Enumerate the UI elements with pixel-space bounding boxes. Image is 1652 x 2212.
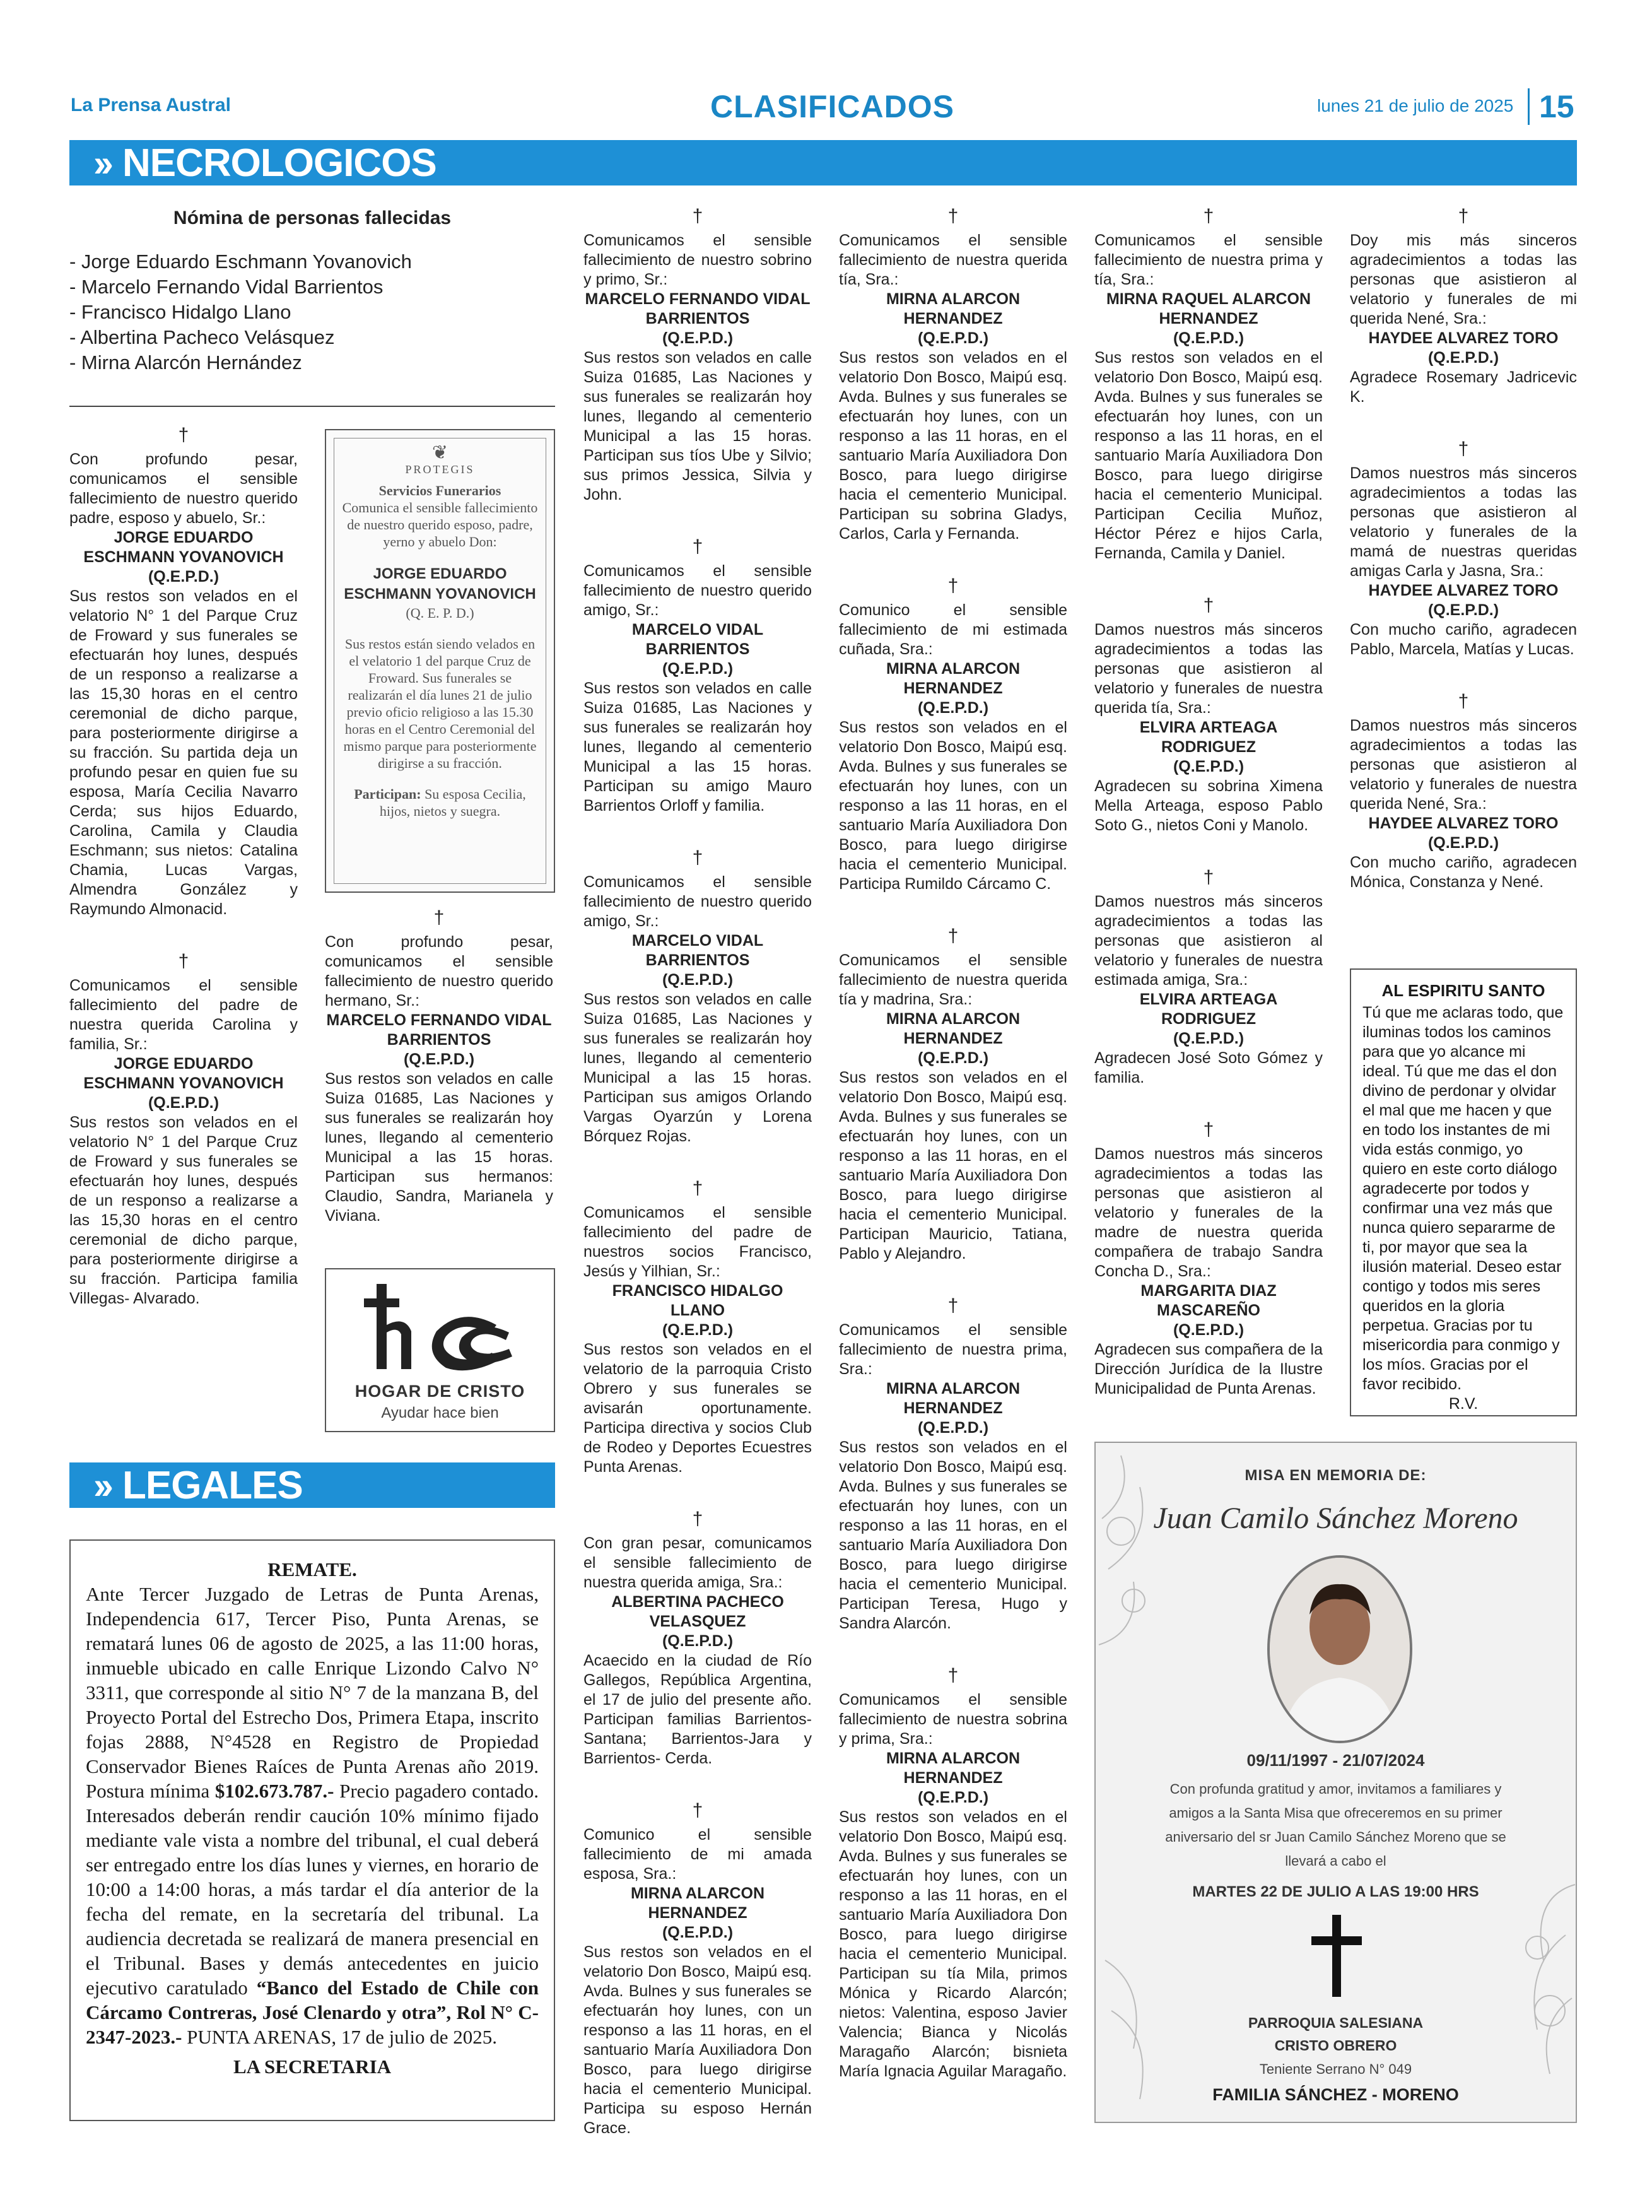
notice-body: Sus restos son velados en el velatorio Don Bosco, Maipú esq. Avda. Bulnes y sus funerales se efectuarán hoy lunes, con un responso a las 11 horas, en el santuario María Auxiliadora Don Bosco, para luego dirigirse hacia el cementerio Municipal. Participan su tía Mila, primos Mónica y Ricardo Alarcón; nietos: Valentina, esposo Javier Valencia; Bianca y Nicolás Maragaño Alarcón; bisnieta María Ignacia Aguilar Maragaño. bbox=[839, 1808, 1067, 2080]
notice-body: Acaecido en la ciudad de Río Gallegos, República Argentina, el 17 de julio del presente año. Participan familias Barrientos- Santana; Barrientos-Jara y Barrientos- Cerda. bbox=[583, 1652, 812, 1767]
notice-intro: Comunicamos el sensible fallecimiento del padre de nuestros socios Francisco, Jesús y Yilhian, Sr.: bbox=[583, 1204, 812, 1280]
notice-intro: Comunico el sensible fallecimiento de mi estimada cuñada, Sra.: bbox=[839, 601, 1067, 658]
notice-intro: Damos nuestros más sinceros agradecimientos a todas las personas que asistieron al velatorio y funerales de nuestra querida Nené, Sra.: bbox=[1350, 717, 1577, 813]
cross-icon: † bbox=[692, 847, 703, 868]
cross-icon: † bbox=[947, 926, 959, 946]
notice-intro: Con profundo pesar, comunicamos el sensible fallecimiento de nuestro querido hermano, Sr.: bbox=[325, 933, 553, 1009]
notice-intro: Damos nuestros más sinceros agradecimientos a todas las personas que asistieron al velatorio y funerales de nuestra estimada amiga, Sra.: bbox=[1094, 893, 1323, 989]
notice-body: Agradece Rosemary Jadricevic K. bbox=[1350, 368, 1577, 406]
notice-intro: Damos nuestros más sinceros agradecimientos a todas las personas que asistieron al velatorio y funerales de la madre de nuestra querida compañera de trabajo Sandra Concha D., Sra.: bbox=[1094, 1145, 1323, 1280]
espiritu-santo-prayer bbox=[1350, 968, 1577, 1416]
deceased-name: MIRNA ALARCON HERNANDEZ bbox=[886, 660, 1020, 697]
qepd: (Q.E.P.D.) bbox=[917, 1049, 989, 1067]
misa-memoria-ad bbox=[1094, 1442, 1577, 2123]
nomina-item: - Francisco Hidalgo Llano bbox=[69, 301, 291, 323]
deceased-name: MIRNA ALARCON HERNANDEZ bbox=[886, 290, 1020, 327]
obituary-notice bbox=[583, 1179, 812, 1477]
notice-intro: Comunicamos el sensible fallecimiento de nuestra querida tía y madrina, Sra.: bbox=[839, 951, 1067, 1008]
notice-intro: Comunicamos el sensible fallecimiento de nuestra querida tía, Sra.: bbox=[839, 232, 1067, 288]
qepd: (Q.E.P.D.) bbox=[662, 1632, 734, 1650]
qepd: (Q.E.P.D.) bbox=[1173, 1321, 1245, 1339]
qepd: (Q.E.P.D.) bbox=[1173, 329, 1245, 347]
prayer-body: Tú que me aclaras todo, que iluminas todos los caminos para que yo alcance mi ideal. Tú que me das el don divino de perdonar y olvidar el mal que me hacen y que en todo los instantes de mi vida estás conmigo, yo quiero en este corto diálogo agradecerte por todos y confirmar una vez más que nunca quiero separarme de ti, por mayor que sea la ilusión material. Deseo estar contigo y todos mis seres queridos en la gloria perpetua. Gracias por tu misericordia para conmigo y los míos. Gracias por el favor recibido. bbox=[1362, 1004, 1564, 1393]
deceased-name: ELVIRA ARTEAGA RODRIGUEZ bbox=[1139, 991, 1278, 1028]
column-1 bbox=[69, 208, 555, 407]
cross-icon: † bbox=[947, 206, 959, 226]
cross-icon: † bbox=[178, 425, 189, 445]
deceased-name: MIRNA RAQUEL ALARCON HERNANDEZ bbox=[1106, 290, 1311, 327]
protegis-body: Sus restos están siendo velados en el velatorio 1 del parque Cruz de Froward. Sus funerales se realizarán el día lunes 21 de julio previo oficio religioso a las 15.30 horas en el Centro Ceremonial del mismo parque para posteriormente dirigirse a su fracción. bbox=[343, 636, 537, 771]
obituary-notice bbox=[69, 426, 298, 919]
person-icon bbox=[1270, 1558, 1410, 1741]
obituary-notice bbox=[69, 952, 298, 1309]
notice-body: Sus restos son velados en el velatorio Don Bosco, Maipú esq. Avda. Bulnes y sus funerales se efectuarán hoy lunes, con un responso a las 11 horas, en el santuario María Auxiliadora Don Bosco, para luego dirigirse hacia el cementerio Municipal. Participan Teresa, Hugo y Sandra Alarcón. bbox=[839, 1438, 1067, 1632]
notice-intro: Comunico el sensible fallecimiento de mi amada esposa, Sra.: bbox=[583, 1826, 812, 1883]
prayer-sign: R.V. bbox=[1448, 1395, 1479, 1413]
hogar-de-cristo-logo-icon bbox=[361, 1281, 522, 1375]
legales-title: LEGALES bbox=[122, 1463, 303, 1507]
column-3 bbox=[583, 207, 812, 2171]
notice-body: Con mucho cariño, agradecen Pablo, Marcela, Matías y Lucas. bbox=[1350, 621, 1577, 658]
qepd: (Q.E.P.D.) bbox=[917, 1789, 989, 1806]
thanks-notice bbox=[1350, 692, 1577, 892]
cross-icon: † bbox=[692, 1509, 703, 1529]
deceased-name: HAYDEE ALVAREZ TORO bbox=[1368, 815, 1559, 832]
qepd: (Q.E.P.D.) bbox=[662, 1924, 734, 1941]
notice-body: Agradecen sus compañera de la Dirección Jurídica de la Ilustre Municipalidad de Punta Arenas. bbox=[1094, 1341, 1323, 1397]
column-6 bbox=[1350, 207, 1577, 925]
obituary-notice bbox=[1094, 868, 1323, 1088]
qepd: (Q.E.P.D.) bbox=[1173, 1030, 1245, 1047]
qepd: (Q.E.P.D.) bbox=[662, 1321, 734, 1339]
cross-icon: † bbox=[1203, 1119, 1214, 1140]
obituary-notice bbox=[325, 909, 553, 1226]
portrait-photo bbox=[1267, 1555, 1412, 1743]
obituary-notice bbox=[583, 1510, 812, 1768]
deceased-name: MIRNA ALARCON HERNANDEZ bbox=[886, 1750, 1020, 1787]
notice-body: Sus restos son velados en calle Suiza 01685, Las Naciones y sus funerales se realizarán hoy lunes, llegando al cementerio Municipal a las 15 horas. Participan sus amigos Orlando Vargas Oyarzún y Lorena Bórquez Rojas. bbox=[583, 991, 812, 1145]
protegis-line2: Comunica el sensible fallecimiento de nuestro querido esposo, padre, yerno y abuelo Don: bbox=[342, 500, 538, 550]
notice-intro: Con gran pesar, comunicamos el sensible fallecimiento de nuestra querida amiga, Sra.: bbox=[583, 1534, 812, 1591]
obituary-notice bbox=[839, 927, 1067, 1264]
cross-icon: † bbox=[1458, 691, 1469, 712]
protegis-name: JORGE EDUARDO ESCHMANN YOVANOVICH bbox=[344, 565, 536, 603]
notice-intro: Con profundo pesar, comunicamos el sensible fallecimiento de nuestro querido padre, esposo y abuelo, Sr.: bbox=[69, 450, 298, 527]
notice-body: Sus restos son velados en calle Suiza 01685, Las Naciones y sus funerales se realizarán hoy lunes, llegando al cementerio Municipal a las 15 horas. Participan sus tíos Ube y Silvio; sus primos Jessica, Silvia y John. bbox=[583, 349, 812, 503]
qepd: (Q.E.P.D.) bbox=[1427, 349, 1499, 367]
remate-body3: PUNTA ARENAS, 17 de julio de 2025. bbox=[182, 2026, 497, 2048]
protegis-participan-label: Participan: bbox=[354, 786, 421, 802]
page-number: 15 bbox=[1539, 89, 1574, 124]
deceased-name: MARGARITA DIAZ MASCAREÑO bbox=[1140, 1282, 1277, 1319]
hogar-tagline: Ayudar hace bien bbox=[381, 1404, 499, 1421]
obituary-notice bbox=[1094, 596, 1323, 835]
deceased-name: JORGE EDUARDO ESCHMANN YOVANOVICH bbox=[83, 529, 284, 566]
nomina-item: - Mirna Alarcón Hernández bbox=[69, 351, 302, 374]
misa-name: Juan Camilo Sánchez Moreno bbox=[1153, 1502, 1518, 1535]
protegis-line1: Servicios Funerarios bbox=[378, 483, 501, 498]
notice-body: Sus restos son velados en el velatorio Don Bosco, Maipú esq. Avda. Bulnes y sus funerales se efectuarán hoy lunes, con un responso a las 11 horas, en el santuario María Auxiliadora Don Bosco, para luego dirigirse hacia el cementerio Municipal. Participa Rumildo Cárcamo C. bbox=[839, 719, 1067, 893]
misa-title: MISA EN MEMORIA DE: bbox=[1245, 1467, 1427, 1484]
notice-body: Sus restos son velados en el velatorio Don Bosco, Maipú esq. Avda. Bulnes y sus funerales se efectuarán hoy lunes, con un responso a las 11 horas, en el santuario María Auxiliadora Don Bosco, para luego dirigirse hacia el cementerio Municipal. Participa su esposo Hernán Grace. bbox=[583, 1943, 812, 2137]
column-5 bbox=[1094, 207, 1323, 1432]
notice-intro: Damos nuestros más sinceros agradecimientos a todas las personas que asistieron al velatorio y funerales de la mamá de nuestras queridas amigas Carla y Jasna, Sra.: bbox=[1350, 464, 1577, 580]
deceased-name: ELVIRA ARTEAGA RODRIGUEZ bbox=[1139, 719, 1278, 756]
deceased-name: MARCELO FERNANDO VIDAL BARRIENTOS bbox=[585, 290, 811, 327]
column-1-notices bbox=[69, 426, 298, 1341]
deceased-name: JORGE EDUARDO ESCHMANN YOVANOVICH bbox=[83, 1055, 284, 1092]
deceased-name: MARCELO VIDAL BARRIENTOS bbox=[631, 932, 764, 969]
thanks-notice bbox=[1350, 440, 1577, 659]
protegis-participan: Su esposa Cecilia, hijos, nietos y suegra. bbox=[379, 786, 526, 819]
deceased-name: MIRNA ALARCON HERNANDEZ bbox=[886, 1380, 1020, 1417]
obituary-notice bbox=[583, 538, 812, 816]
necrologicos-title: NECROLOGICOS bbox=[122, 141, 436, 185]
protegis-ad bbox=[325, 429, 555, 893]
deceased-name: MARCELO FERNANDO VIDAL BARRIENTOS bbox=[326, 1011, 552, 1049]
misa-family: FAMILIA SÁNCHEZ - MORENO bbox=[1212, 2085, 1459, 2104]
chevron-right-icon: ›› bbox=[93, 141, 108, 184]
prayer-title: AL ESPIRITU SANTO bbox=[1381, 981, 1545, 1000]
deceased-name: FRANCISCO HIDALGO LLANO bbox=[612, 1282, 783, 1319]
notice-body: Sus restos son velados en calle Suiza 01685, Las Naciones y sus funerales se realizarán hoy lunes, llegando al cementerio Municipal a las 15 horas. Participan sus hermanos: Claudio, Sandra, Marianela y Viviana. bbox=[325, 1070, 553, 1225]
cross-icon bbox=[1311, 1915, 1362, 1997]
notice-body: Con mucho cariño, agradecen Mónica, Constanza y Nené. bbox=[1350, 854, 1577, 891]
column-2-notices bbox=[325, 909, 553, 1259]
misa-body: Con profunda gratitud y amor, invitamos a familiares y amigos a la Santa Misa que ofreceremos en su primer aniversario del sr Juan Camilo Sánchez Moreno que se llevará a cabo el bbox=[1165, 1781, 1506, 1869]
remate-notice bbox=[69, 1539, 555, 2121]
notice-body: Sus restos son velados en el velatorio Don Bosco, Maipú esq. Avda. Bulnes y sus funerales se efectuarán hoy lunes, con un responso a las 11 horas, en el santuario María Auxiliadora Don Bosco, para luego dirigirse hacia el cementerio Municipal. Participan su sobrina Gladys, Carlos, Carla y Fernanda. bbox=[839, 349, 1067, 543]
cross-icon: † bbox=[947, 1665, 959, 1686]
deceased-name: HAYDEE ALVAREZ TORO bbox=[1368, 329, 1559, 347]
obituary-notice bbox=[839, 1297, 1067, 1633]
column-4 bbox=[839, 207, 1067, 2114]
qepd: (Q.E.P.D.) bbox=[1427, 601, 1499, 619]
cross-icon: † bbox=[947, 575, 959, 596]
qepd: (Q.E.P.D.) bbox=[148, 568, 220, 585]
cross-icon: † bbox=[178, 951, 189, 972]
misa-dates: 09/11/1997 - 21/07/2024 bbox=[1246, 1751, 1425, 1770]
chevron-right-icon: ›› bbox=[93, 1464, 108, 1507]
obituary-notice bbox=[1094, 207, 1323, 563]
remate-content bbox=[86, 1557, 539, 2079]
church-address: Teniente Serrano N° 049 bbox=[1259, 2061, 1412, 2077]
section-title: CLASIFICADOS bbox=[710, 89, 954, 124]
obituary-notice bbox=[839, 1666, 1067, 2081]
protegis-content bbox=[341, 444, 539, 820]
notice-intro: Comunicamos el sensible fallecimiento de nuestro querido amigo, Sr.: bbox=[583, 873, 812, 930]
cross-icon: † bbox=[1203, 867, 1214, 888]
obituary-notice bbox=[839, 207, 1067, 544]
qepd: (Q.E.P.D.) bbox=[917, 1419, 989, 1437]
notice-intro: Comunicamos el sensible fallecimiento de nuestra sobrina y prima, Sra.: bbox=[839, 1691, 1067, 1748]
cross-icon: † bbox=[1203, 206, 1214, 226]
newspaper-brand: La Prensa Austral bbox=[71, 95, 231, 115]
qepd: (Q.E.P.D.) bbox=[662, 329, 734, 347]
cross-icon: † bbox=[1458, 438, 1469, 459]
qepd: (Q.E.P.D.) bbox=[662, 660, 734, 678]
remate-body1: Ante Tercer Juzgado de Letras de Punta Arenas, Independencia 617, Tercer Piso, Punta Arenas, se rematará lunes 06 de agosto de 2025, a las 11:00 horas, inmueble ubicado en calle Enrique Lizondo Calvo N° 3311, que corresponde al sitio N° 7 de la manzana B, del Proyecto Portal del Estrecho Dos, Primera Etapa, inscrito fojas 2888, N°4528 en Registro de Propiedad Conservador Bienes Raíces de Punta Arenas año 2019. Postura mínima bbox=[86, 1583, 539, 1802]
issue-date: lunes 21 de julio de 2025 bbox=[1317, 96, 1514, 115]
obituary-notice bbox=[583, 1801, 812, 2138]
notice-body: Sus restos son velados en calle Suiza 01685, Las Naciones y sus funerales se realizarán hoy lunes, llegando al cementerio Municipal a las 15 horas. Participan su amigo Mauro Barrientos Orloff y familia. bbox=[583, 679, 812, 815]
cross-icon: † bbox=[1458, 206, 1469, 226]
notice-body: Agradecen José Soto Gómez y familia. bbox=[1094, 1049, 1323, 1086]
page-divider bbox=[1528, 88, 1530, 125]
qepd: (Q.E.P.D.) bbox=[662, 971, 734, 989]
nomina-item: - Marcelo Fernando Vidal Barrientos bbox=[69, 276, 384, 298]
notice-intro: Comunicamos el sensible fallecimiento de nuestra prima, Sra.: bbox=[839, 1321, 1067, 1378]
remate-body2: Precio pagadero contado. Interesados deberán rendir caución 10% mínimo fijado mediante vale vista a nombre del tribunal, el cual deberá ser entregado entre los días lunes y viernes, en horario de 10:00 a 14:00 horas, a más tardar el día anterior de la fecha del remate, en la secretaría del tribunal. La audiencia decretada se realizará de manera presencial en el Tribunal. Bases y demás antecedentes en juicio ejecutivo caratulado bbox=[86, 1780, 539, 1999]
legales-bar bbox=[69, 1462, 555, 1508]
notice-intro: Comunicamos el sensible fallecimiento de nuestro sobrino y primo, Sr.: bbox=[583, 232, 812, 288]
qepd: (Q.E.P.D.) bbox=[1427, 834, 1499, 852]
qepd: (Q.E.P.D.) bbox=[917, 699, 989, 717]
deceased-name: MARCELO VIDAL BARRIENTOS bbox=[631, 621, 764, 658]
deceased-name: MIRNA ALARCON HERNANDEZ bbox=[630, 1885, 764, 1922]
qepd: (Q.E.P.D.) bbox=[148, 1094, 220, 1112]
obituary-notice bbox=[839, 577, 1067, 894]
cross-icon: † bbox=[692, 1178, 703, 1199]
nomina-title: Nómina de personas fallecidas bbox=[173, 208, 452, 228]
prayer-content bbox=[1362, 981, 1564, 1414]
cross-icon: † bbox=[692, 536, 703, 557]
hogar-name: HOGAR DE CRISTO bbox=[354, 1382, 525, 1401]
notice-body: Sus restos son velados en el velatorio Don Bosco, Maipú esq. Avda. Bulnes y sus funerales se efectuarán hoy lunes, con un responso a las 11 horas, en el santuario María Auxiliadora Don Bosco, para luego dirigirse hacia el cementerio Municipal. Participan Mauricio, Tatiana, Pablo y Alejandro. bbox=[839, 1069, 1067, 1262]
protegis-logo: PROTEGIS bbox=[405, 463, 475, 476]
notice-intro: Comunicamos el sensible fallecimiento de nuestra prima y tía, Sra.: bbox=[1094, 232, 1323, 288]
notice-body: Sus restos son velados en el velatorio de la parroquia Cristo Obrero y sus funerales se avisarán oportunamente. Participa directiva y socios Club de Rodeo y Deportes Ecuestres Punta Arenas. bbox=[583, 1341, 812, 1476]
remate-price: $102.673.787.- bbox=[214, 1780, 334, 1802]
divider bbox=[69, 406, 555, 407]
cross-icon: † bbox=[947, 1295, 959, 1316]
obituary-notice bbox=[583, 849, 812, 1146]
qepd: (Q.E.P.D.) bbox=[403, 1050, 475, 1068]
qepd: (Q.E.P.D.) bbox=[1173, 758, 1245, 775]
deceased-name: MIRNA ALARCON HERNANDEZ bbox=[886, 1010, 1020, 1047]
hogar-de-cristo-ad bbox=[325, 1268, 555, 1432]
obituary-notice bbox=[1094, 1121, 1323, 1399]
notice-body: Sus restos son velados en el velatorio N° 1 del Parque Cruz de Froward y sus funerales se efectuarán hoy lunes, después de un responso a realizarse a las 15,30 horas en el centro ceremonial de dicho parque, para posteriormente dirigirse a su fracción. Su partida deja un profundo pesar en quien fue su esposa, María Cecilia Navarro Cerda; sus hijos Eduardo, Carolina, Camila y Claudia Eschmann; sus nietos: Catalina Chamia, Lucas Vargas, Almendra González y Raymundo Almonacid. bbox=[69, 587, 298, 918]
notice-intro: Doy mis más sinceros agradecimientos a todas las personas que asistieron al velatorio y funerales de mi querida Nené, Sra.: bbox=[1350, 232, 1577, 327]
notice-intro: Comunicamos el sensible fallecimiento del padre de nuestra querida Carolina y familia, Sr.: bbox=[69, 977, 298, 1053]
nomina-list bbox=[69, 249, 555, 375]
cross-icon: † bbox=[1203, 595, 1214, 616]
thanks-notice bbox=[1350, 207, 1577, 407]
notice-intro: Comunicamos el sensible fallecimiento de nuestro querido amigo, Sr.: bbox=[583, 562, 812, 619]
misa-when: MARTES 22 DE JULIO A LAS 19:00 HRS bbox=[1192, 1883, 1479, 1900]
notice-intro: Damos nuestros más sinceros agradecimientos a todas las personas que asistieron al velatorio y funerales de nuestra querida tía, Sra.: bbox=[1094, 621, 1323, 717]
remate-title: REMATE. bbox=[267, 1558, 357, 1580]
church-line2: CRISTO OBRERO bbox=[1274, 2037, 1397, 2054]
remate-case: “Banco del Estado de Chile con Cárcamo Contreras, José Clenardo y otra”, Rol N° C-2347-2023.- bbox=[86, 1977, 539, 2048]
qepd: (Q.E.P.D.) bbox=[917, 329, 989, 347]
deceased-name: ALBERTINA PACHECO VELASQUEZ bbox=[611, 1593, 784, 1630]
deceased-name: HAYDEE ALVAREZ TORO bbox=[1368, 582, 1559, 599]
protegis-logo-icon: ❦ bbox=[431, 442, 448, 463]
nomina-item: - Jorge Eduardo Eschmann Yovanovich bbox=[69, 250, 412, 273]
notice-body: Sus restos son velados en el velatorio Don Bosco, Maipú esq. Avda. Bulnes y sus funerales se efectuarán hoy lunes, con un responso a las 11 horas, en el santuario María Auxiliadora Don Bosco, para luego dirigirse hacia el cementerio Municipal. Participan Cecilia Muñoz, Héctor Pérez e hijos Carla, Fernanda, Camila y Daniel. bbox=[1094, 349, 1323, 562]
necrologicos-bar bbox=[69, 140, 1577, 185]
cross-icon: † bbox=[692, 1800, 703, 1821]
obituary-notice bbox=[583, 207, 812, 505]
protegis-qepd: (Q. E. P. D.) bbox=[406, 605, 474, 621]
church-line1: PARROQUIA SALESIANA bbox=[1248, 2015, 1424, 2031]
notice-body: Sus restos son velados en el velatorio N° 1 del Parque Cruz de Froward y sus funerales se efectuarán hoy lunes, después de un responso a realizarse a las 15,30 horas en el centro ceremonial de dicho parque, para posteriormente dirigirse a su fracción. Participa familia Villegas- Alvarado. bbox=[69, 1114, 298, 1307]
notice-body: Agradecen su sobrina Ximena Mella Arteaga, esposo Pablo Soto G., nietos Coni y Manolo. bbox=[1094, 777, 1323, 834]
cross-icon: † bbox=[433, 907, 445, 928]
cross-icon: † bbox=[692, 206, 703, 226]
remate-sign: LA SECRETARIA bbox=[233, 2056, 392, 2078]
nomina-item: - Albertina Pacheco Velásquez bbox=[69, 326, 335, 348]
